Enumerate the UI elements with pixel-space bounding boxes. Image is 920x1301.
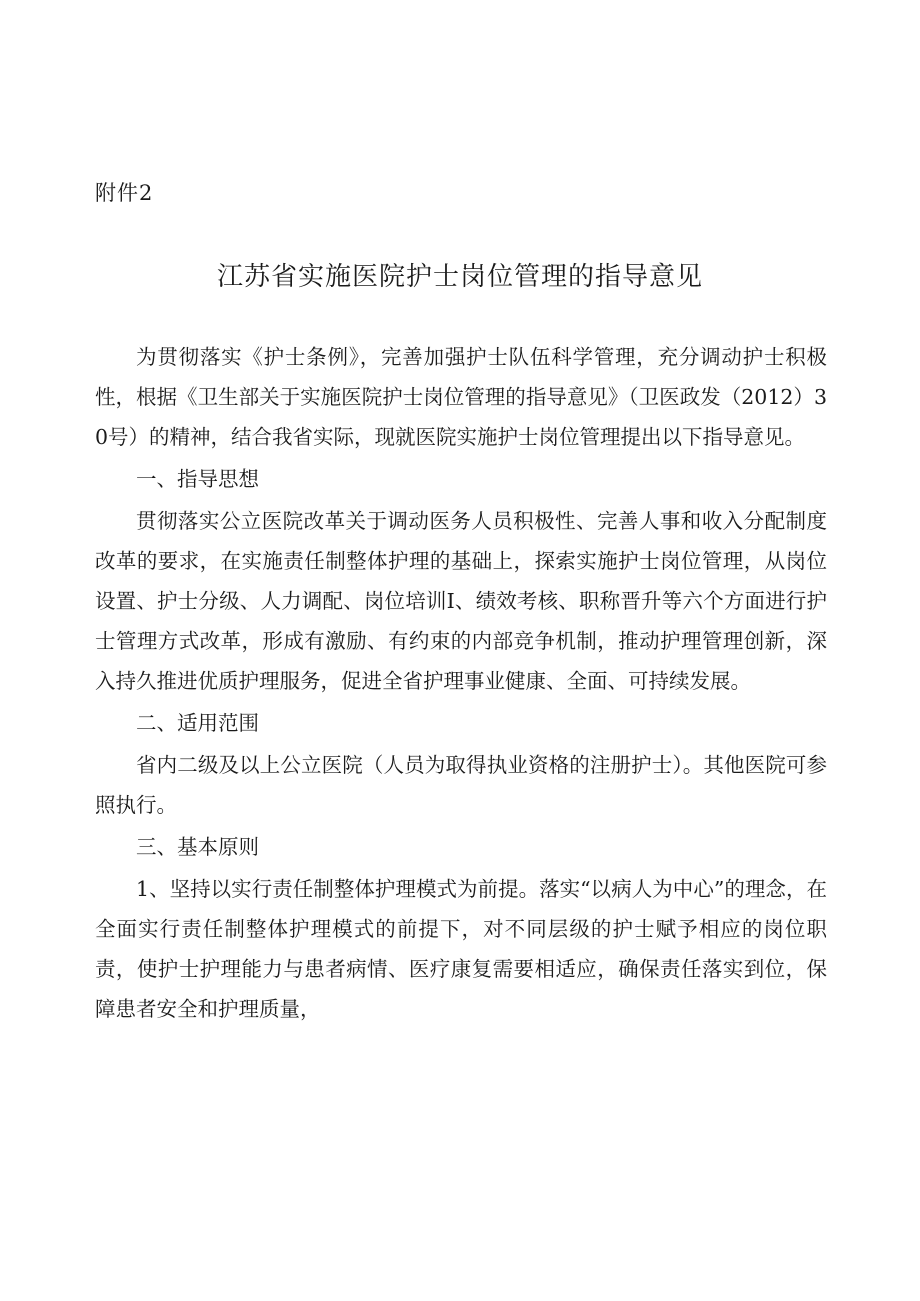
document-body [95, 337, 827, 1031]
intro-paragraph: 为贯彻落实《护士条例》，完善加强护士队伍科学管理，充分调动护士积极性，根据《卫生部关于实施医院护士岗位管理的指导意见》（卫医政发（2012）30号）的精神，结合我省实际，现就医院实施护士岗位管理提出以下指导意见。 [95, 345, 827, 449]
section-heading-principles: 三、基本原则 [136, 835, 259, 859]
section-heading-guiding-ideology: 一、指导思想 [136, 467, 259, 491]
principle-item-1: 1、坚持以实行责任制整体护理模式为前提。落实“以病人为中心”的理念，在全面实行责任制整体护理模式的前提下，对不同层级的护士赋予相应的岗位职责，使护士护理能力与患者病情、医疗康复需要相适应，确保责任落实到位，保障患者安全和护理质量， [95, 877, 827, 1021]
section-body-guiding-ideology: 贯彻落实公立医院改革关于调动医务人员积极性、完善人事和收入分配制度改革的要求，在实施责任制整体护理的基础上，探索实施护士岗位管理，从岗位设置、护士分级、人力调配、岗位培训I、绩效考核、职称晋升等六个方面进行护士管理方式改革，形成有激励、有约束的内部竞争机制，推动护理管理创新，深入持久推进优质护理服务，促进全省护理事业健康、全面、可持续发展。 [95, 509, 827, 693]
section-heading-scope: 二、适用范围 [136, 711, 259, 735]
attachment-label: 附件2 [95, 181, 154, 205]
section-body-scope: 省内二级及以上公立医院（人员为取得执业资格的注册护士）。其他医院可参照执行。 [95, 753, 827, 817]
document-title: 江苏省实施医院护士岗位管理的指导意见 [216, 262, 703, 292]
